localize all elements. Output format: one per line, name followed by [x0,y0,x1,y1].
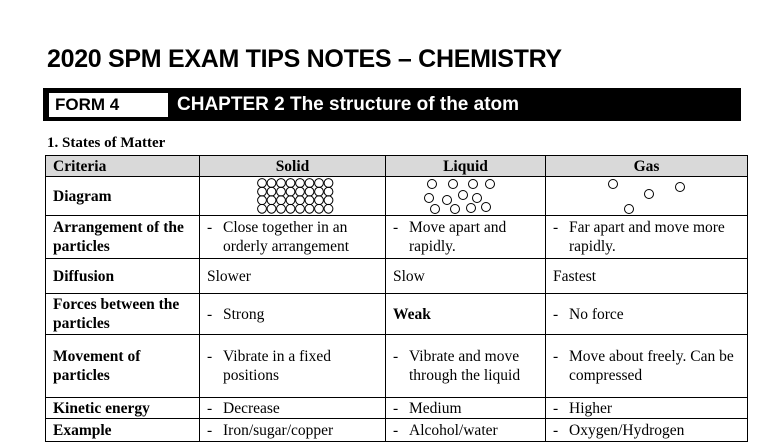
solid-text: Vibrate in a fixed positions [223,348,331,384]
form-label: FORM 4 [49,93,168,117]
states-of-matter-table [45,155,748,442]
liquid-cell: - Vibrate and move through the liquid [386,335,546,398]
table-row [46,259,748,294]
solid-particle [324,204,333,213]
table-header-row [46,156,748,177]
solid-particle [286,204,295,213]
solid-particle [305,179,314,188]
solid-text: Close together in an orderly arrangement [223,219,350,255]
table-row [46,216,748,259]
criteria-cell: Diagram [46,177,200,216]
liquid-diagram-cell [386,177,546,216]
solid-particle [286,187,295,196]
solid-particle [267,196,276,205]
solid-particle [296,179,305,188]
solid-particle [286,179,295,188]
solid-particle [286,196,295,205]
gas-text: Oxygen/Hydrogen [569,421,685,439]
liquid-cell: - Medium [386,398,546,419]
liquid-cell: Weak [386,294,546,335]
solid-particle [258,179,267,188]
solid-particle [315,204,324,213]
table-row [46,335,748,398]
solid-particle [305,204,314,213]
gas-cell: - Oxygen/Hydrogen [546,419,748,442]
solid-particle [277,196,286,205]
solid-particles-diagram [207,178,383,214]
criteria-cell: Forces between the particles [46,294,200,335]
solid-text: Iron/sugar/copper [223,421,334,439]
header-solid: Solid [200,156,386,177]
liquid-text: Alcohol/water [409,421,498,439]
criteria-cell: Example [46,419,200,442]
solid-particle [267,187,276,196]
gas-text: No force [569,305,624,323]
section-heading: 1. States of Matter [47,135,166,151]
gas-cell: - Far apart and move more rapidly. [546,216,748,259]
criteria-cell: Arrangement of the particles [46,216,200,259]
solid-particle [305,187,314,196]
header-criteria: Criteria [46,156,200,177]
gas-particles-diagram [553,178,743,214]
gas-diagram-cell [546,177,748,216]
solid-particle [305,196,314,205]
solid-particle [315,187,324,196]
solid-text: Strong [223,305,265,323]
document-title: 2020 SPM EXAM TIPS NOTES – CHEMISTRY [47,45,562,73]
solid-particle [324,179,333,188]
solid-particle [277,204,286,213]
solid-cell: - Strong [200,294,386,335]
table-row [46,294,748,335]
liquid-particles-diagram [393,178,543,214]
liquid-cell: - Move apart and rapidly. [386,216,546,259]
solid-particle [296,187,305,196]
solid-diagram-cell [200,177,386,216]
header-liquid: Liquid [386,156,546,177]
solid-cell: - Decrease [200,398,386,419]
solid-particle [315,179,324,188]
liquid-text: Vibrate and move through the liquid [409,348,521,384]
solid-particle [258,204,267,213]
liquid-text: Move apart and rapidly. [409,219,507,255]
gas-text: Far apart and move more rapidly. [569,219,725,255]
gas-cell: - No force [546,294,748,335]
solid-cell: - Close together in an orderly arrangement [200,216,386,259]
gas-cell: - Higher [546,398,748,419]
solid-particle [296,204,305,213]
solid-cell: - Vibrate in a fixed positions [200,335,386,398]
criteria-cell: Kinetic energy [46,398,200,419]
header-gas: Gas [546,156,748,177]
solid-cell: Slower [200,259,386,294]
gas-cell: Fastest [546,259,748,294]
solid-particle [296,196,305,205]
solid-particle [277,187,286,196]
solid-particle [277,179,286,188]
solid-particle [258,196,267,205]
solid-particle [267,204,276,213]
solid-particle [324,187,333,196]
gas-text: Move about freely. Can be compressed [569,348,734,384]
solid-text: Decrease [223,399,280,417]
solid-particle [315,196,324,205]
gas-cell: - Move about freely. Can be compressed [546,335,748,398]
chapter-title: CHAPTER 2 The structure of the atom [177,94,520,115]
criteria-cell: Movement of particles [46,335,200,398]
table-row [46,398,748,419]
table-row [46,177,748,216]
liquid-text: Medium [409,399,462,417]
liquid-cell: - Alcohol/water [386,419,546,442]
solid-particle [258,187,267,196]
criteria-cell: Diffusion [46,259,200,294]
liquid-cell: Slow [386,259,546,294]
solid-cell: - Iron/sugar/copper [200,419,386,442]
solid-particle [324,196,333,205]
table-row [46,419,748,442]
solid-particle [267,179,276,188]
gas-text: Higher [569,399,613,417]
